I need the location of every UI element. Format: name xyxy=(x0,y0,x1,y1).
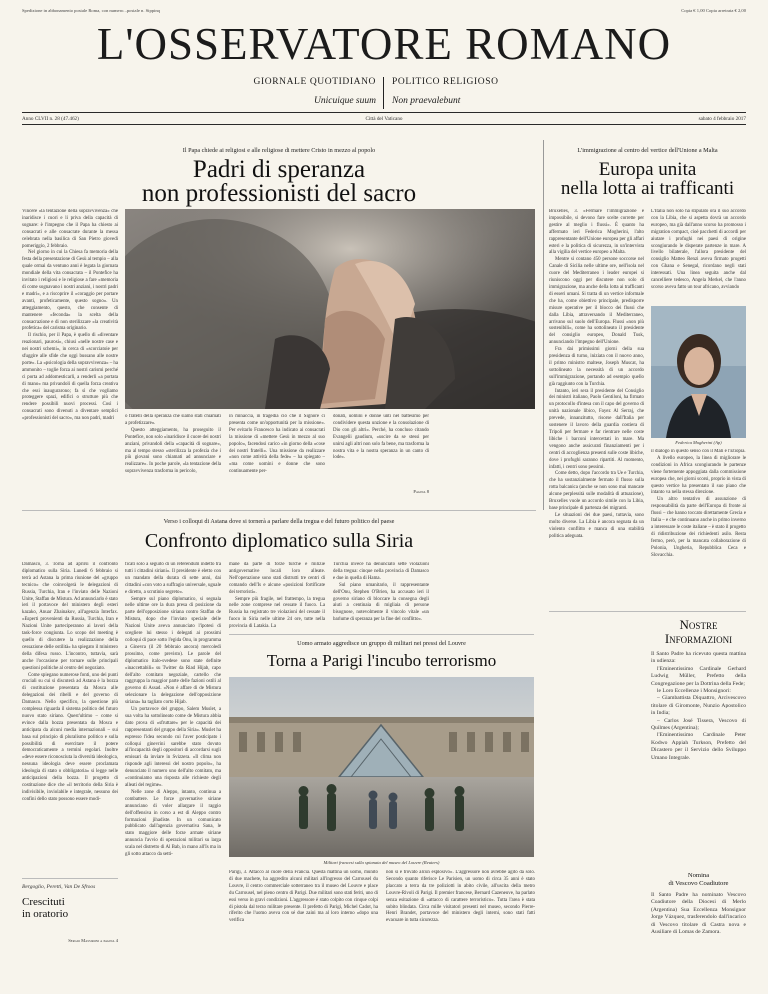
section-rule xyxy=(22,510,536,511)
paragraph: Un altro tentativo di assunzione di responsabilità da parte dell'Europa di fronte ai flussi – che hanno toccato direttamente Grecia e Italia – e che continuano anche in primo inverno a interessare le coste italiane – è stato il progetto di ridistribuzione dei richiedenti asilo. Resta fermo, però, per la mancata collaborazione di Polonia, Ungheria, Repubblica Ceca e Slovacchia. xyxy=(651,497,746,558)
lead-column-4 xyxy=(333,414,429,490)
masthead-divider xyxy=(383,77,384,109)
news-heading xyxy=(651,618,746,646)
issue-number: Anno CLVII n. 28 (47.462) xyxy=(22,116,79,122)
subtitle-left: GIORNALE QUOTIDIANO xyxy=(253,77,376,87)
section-rule xyxy=(22,878,118,879)
paris-column-1 xyxy=(229,870,378,946)
column-divider xyxy=(543,140,544,510)
paris-photo-caption: Militari francesi sulla spianata del museo del Louvre (Reuters) xyxy=(323,860,440,865)
europe-headline-line2: nella lotta ai trafficanti xyxy=(560,178,735,199)
motto-right: Non praevalebunt xyxy=(392,96,461,106)
nomina-heading-line1: Nomina xyxy=(687,872,710,879)
city: Città del Vaticano xyxy=(365,116,403,122)
postal-note: Spedizione in abbonamento postale Roma, con numero...postale n. Sippinq xyxy=(22,8,160,13)
europe-headline xyxy=(549,160,746,198)
paragraph: Nelle zone di Aleppo, intanto, continua a combattere. Le forze governative siriane annunciano di voler allargare il raggio dell'offensiva in corso a est di Aleppo contro formazioni jihadiste. In un comunicato pubblicato dall'agenzia governativa Sana, le stato maggiore delle forze armate siriane annuncia l'avvio di operazioni militari su larga scala nel distretto di Al Bab, in mano all'Is ma in gli sotto attacco da setti- xyxy=(125,789,221,858)
news-heading-line1: Nostre xyxy=(679,617,718,632)
rule xyxy=(22,112,746,113)
paragraph: Intanto, ieri sera il presidente del Consiglio dei ministri italiano, Paolo Gentiloni, ha firmato un protocollo d'intesa con il capo del governo di unità nazionale libico, Fayez Al Serraj, che prevede, innanzitutto, risorse dall'Italia per sostenere il lavoro della guardia costiera di Tripoli per fermare e far rientrare nelle coste libiche i barconi intercettati in mare. Ma vengono anche assicurati finanziamenti per i centri di accoglienza presenti sulle coste libiche, dove i profughi saranno ripartiti. Al momento, infatti, i centri sono pessimi. xyxy=(549,388,644,470)
lead-headline-line1: Padri di speranza xyxy=(192,156,366,183)
paragraph: Turchia invece ha denunciato sette violazioni della tregua: cinque nella provincia di Damasco e due in quella di Hama. xyxy=(333,562,429,581)
paragraph: Le situazioni dei due paesi, tuttavia, sono molto diverse. La Libia è ancora segnata da un violento conflitto e manca di una stabilità politica adeguata. xyxy=(549,512,644,539)
praying-hands-photo xyxy=(125,209,535,409)
syria-kicker: Verso i colloqui di Astana dove si tornerà a parlare della tregua e del futuro politico del paese xyxy=(163,518,395,525)
paragraph: Fra dai primissimi giorni della sua presidenza di turno, iniziata con il nuovo anno, il primo ministro maltese, Joseph Muscat, ha sottolineato la necessità di un accordo sull'immigrazione, portando ad esempio quello già raggiunto con la Turchia. xyxy=(549,347,644,387)
subtitle-right: POLITICO RELIGIOSO xyxy=(392,77,499,87)
europe-kicker: L'immigrazione al centro del vertice dell'Unione a Malta xyxy=(577,147,718,154)
paragraph: ficati solo a seguito di un referendum indetto tra tutti i cittadini siriani». Il presidente è eletto con un mandato della durata di sette anni, dai cittadini «con voto a suffragio universale, uguale e diretto, a scrutinio segreto». xyxy=(125,562,221,595)
paragraph: Come detto, dopo l'accordo tra Ue e Turchia, che ha sostanzialmente fermato il flusso sulla rotta balcanica (anche se non sono mai mancate alcune perplessità sulle modalità di attuazione), Bruxelles vuole un accordo simile con la Libia, base principale di partenza dei migranti. xyxy=(549,471,644,511)
paragraph: Come spiegano numerose fonti, uno dei punti cruciali su cui si discuterà ad Astana è la bozza di costituzione presentata da Mosca alle delegazioni dei ribelli e del governo di Damasco. Nello specifico, la questione più complessa riguarda il sistema politico del futuro nuovo stato siriano. Quest'ultimo – come si evince dalla bozza presentata da Mosca e anticipata da alcuni media internazionali – sui basa sul principio di pluralismo politico e sulla possibilità di esercitare il potere democraticamente a termini regolari. Inoltre «deve essere riconosciuta la diversità ideologica, nessuna ideologia deve essere proclamata ideologia di stato o obbligatoria» si legge nelle anticipazioni della bozza. Il progetto di costituzione dice che «il territorio della Siria è indivisibile, inviolabile e integrale, nessuno dei confini dello stato possono essere modi- xyxy=(22,672,118,802)
syria-column-3 xyxy=(229,562,325,630)
paragraph: Il Santo Padre ha nominato Vescovo Coadiutore della Diocesi di Merlo (Argentina) Sua Eccellenza Monsignor Jorge Vázquez, trasferendolo dall'incarico di Vescovo titolare di Castra nova e Ausiliare di Lomas de Zamora. xyxy=(651,892,746,936)
paragraph: Sempre più fragile, nel frattempo, la tregua nelle zone comprese nel cessate il fuoco. La Russia ha registrato tre violazioni del cessate il fuoco in Siria nelle ultime 24 ore, tutte nella provincia di Latakia. La xyxy=(229,596,325,630)
syria-column-1 xyxy=(22,562,118,874)
paragraph: Sul piano umanitario, il rappresentante dell'Onu, Stephen O'Brien, ha accusato ieri il governo siriano di bloccare la consegna degli aiuti a centinaia di migliaia di persone bisognose, notevolmente il vincolo vitale «un barlume di speranza per la fine del conflitto». xyxy=(333,582,429,623)
paragraph: l'Eminentissimo Cardinale Peter Kodwo Appiah Turkson, Prefetto del Dicastero per il Servizio dello Sviluppo Umano Integrale. xyxy=(651,732,746,761)
europe-column-1 xyxy=(549,209,644,603)
paris-photo xyxy=(229,677,534,857)
europe-column-2 xyxy=(651,209,746,304)
paragraph: Parigi, 3. Attacco al cuore della Francia. Questa mattina un uomo, munito di due machete, ha aggredito alcuni militari all'ingresso del Carrousel du Louvre, il centro commerciale sotterraneo tra il museo del Louvre e place du Carrousel, nel pieno centro di Parigi. Due militari sono stati feriti, uno di essi verso in gravi condizioni. L'aggressore è stato colpito con cinque colpi di pistola dal terzo militare presente. Il prefetto di Parigi, Michel Cadot, ha riferito che l'uomo aveva con sé due zaini ma al loro interno «dopo una verifica xyxy=(229,870,378,924)
lead-photo xyxy=(125,209,535,409)
news-heading-line2: Informazioni xyxy=(664,631,733,646)
europe-column-3 xyxy=(651,449,746,605)
rule xyxy=(22,124,746,125)
paris-kicker: Uomo armato aggredisce un gruppo di militari nei pressi del Louvre xyxy=(297,640,466,647)
book-page-ref: Sergio Massironi a pagina 4 xyxy=(68,938,118,943)
lead-column-1 xyxy=(22,209,118,501)
paragraph: le Loro Eccellenze i Monsignori: xyxy=(657,688,731,695)
section-rule xyxy=(229,634,534,635)
paragraph: – Giambattista Diquattro, Arcivescovo titolare di Giromonte, Nunzio Apostolico in India; xyxy=(651,695,746,717)
lead-column-3 xyxy=(229,414,325,502)
paragraph: Il Santo Padre ha ricevuto questa mattina in udienza: xyxy=(651,651,746,665)
paris-headline: Torna a Parigi l'incubo terrorismo xyxy=(266,651,497,670)
book-title-line1: Crescituti xyxy=(22,896,65,908)
paragraph: Sempre sul piano diplomatico, si segnala nelle ultime ore la dura presa di posizione da parte dell'opposizione siriana contro Staffan de Mistura, dopo che l'inviato speciale delle Nazioni Unite aveva annunciato l'ipotesi di scegliere lui stesso i delegati ai prossimi colloqui di pace sotto l'egida Onu, in programma a Ginevra (il 20 febbraio ancora) mercoledì prossimo, come previsto). Le parole del diplomatico italo-svedese sono state definite «inaccettabili» su Twitter da Riad Hijab, capo dell'alto comitato negoziale, cartello che raggruppa la maggior parte delle fazioni ostili al governo di Assad. «Non è affare di de Mistura selezionare la delegazione dell'opposizione siriana» ha tagliato corto Hijab. xyxy=(125,596,221,706)
lead-page-ref: Pagina 8 xyxy=(413,489,429,494)
paragraph: donati, uomini e donne unti nel battesimo per condividere questa unzione e la consolazione di Dio con gli altri». Perché, ha concluso citando Evangelii gaudium, «uscire da se stessi per unirsi agli altri non solo fa bene, ma trasforma la nostra vita e la nostra speranza in un canto di lode». xyxy=(333,414,429,461)
paragraph: L'Italia non solo ha stipulato ora il suo accordo con la Libia, che si aspetta dovrà un accordo europeo, ma già dall'anno scorso ha promosso i migration compact, cioè pacchetti di accordi per aiutare i profughi nei paesi di origine scongiurando le disperate partenze in mare. A livello bilaterale, l'allora presidente del consiglio Matteo Renzi aveva firmato progetti con Ghana e Senegal, ricordano negli stati interessati. Una linea seguita anche dal cancelliere tedesco, Angela Merkel, che l'anno scorso aveva fatto un tour africano, avviando xyxy=(651,209,746,290)
europe-photo-caption: Federica Mogherini (Ap) xyxy=(675,440,722,445)
paragraph: Mentre si contano 450 persone soccorse nel Canale di Sicilia nelle ultime ore, nell'isola nel cuore del Mediterraneo i leader europei si riuniscono oggi per discutere non solo di immigrazione, ma anche della lotta ai trafficanti di esseri umani. Si tratta di un vertice informale che ha, come obiettivo principale, predisporre misure operative per il blocco dei flussi che dalla Libia, attraversando il Mediterraneo, arrivano sul suolo dell'Europa. Flussi «non più sostenibili», come ha sottolineato il presidente del consiglio europeo, Donald Tusk, annunciando l'impegno dell'Unione. xyxy=(549,257,644,346)
paragraph: il dialogo in questo senso con il Mali e l'Etiopia. xyxy=(651,449,746,454)
europe-headline-line1: Europa unita xyxy=(598,159,697,180)
motto-left: Unicuique suum xyxy=(313,96,376,106)
lead-headline-line2: non professionisti del sacro xyxy=(141,180,417,207)
paragraph: Il rischio, per il Papa, è quello di «diventare reazionari, paurosi», chiusi «nelle nostre case e nei nostri schemi», in cerca di «scorciatoie per sfuggire alle sfide che oggi bussano alle nostre porte». La «psicologia della sopravvivenza» – ha ammonito – toglie forza ai nostri carismi perché ci porta ad addomesticarli, a renderli «a portata di mano» ma privandoli di quella forza creativa che essi inaugurarono; fa sì che vogliamo proteggere spazi, edifici o strutture più che rendere possibili nuovi processi. Così i consacrati sono divenuti a diventare semplici «professionisti del sacro», ma non padri, madri xyxy=(22,333,118,422)
paragraph: l'Eminentissimo Cardinale Gerhard Ludwig Müller, Prefetto della Congregazione per la Dottrina della Fede; xyxy=(651,665,746,687)
paragraph: in minaccia, in tragedia ciò che il Signore ci presenta come un'opportunità per la missione». Per evitarlo Francesco ha indicato ai consacrati la missione di «mettere Gesù in mezzo al suo popolo», facendosi carico «in giorno della «cose dei nostri fratelli». Una missione da realizzare «non come attività della fede» – ha spiegato – «ma come uomini e donne che sono continuamente per- xyxy=(229,414,325,475)
paragraph: Damasco, 3. Torna ad aprirsi il confronto diplomatico sulla Siria. Lunedì 6 febbraio si terrà ad Astana la prima riunione del «gruppo tecnico» che coinvolgerà le delegazioni di Russia, Turchia, Iran e l'inviato delle Nazioni Unite, Staffan de Mistura. Ad annunciarlo è stato ieri il portavoce del ministero degli esteri kazako, Anuar Zhainakov, all'agenzia Interfax. «Esperti provenienti da Russia, Turchia, Iran e Nazioni Unite parteciperanno ai lavori della task-force congiunta. Lo scopo del meeting è quello di discutere la realizzazione della cessazione delle ostilità» ha spiegato il ministero della difesa russo. L'incontro, tuttavia, sarà anche l'occasione per tornare sulle principali questioni politiche al centro del negoziato. xyxy=(22,562,118,671)
nomina-text xyxy=(651,892,746,966)
lead-headline xyxy=(22,158,536,206)
date: sabato 4 febbraio 2017 xyxy=(698,116,746,122)
paragraph: Nel giorno in cui la Chiesa fa memoria della festa della presentazione di Gesù al tempio – alla quale ormai da ventuno anni è legata la giornata mondiale della vita consacrata – il Pontefice ha invitato i religiosi e le religiose a fare «memoria di come sognavano i nostri anziani, i nostri padri e madri», e a riscoprire il «coraggio per portare avanti, profeticamente, questo sogno». Un atteggiamento, questo, che consente di mantenere «feconda» la scelta della consacrazione e di non sterilizzare «la creatività profetica» del carisma originario. xyxy=(22,250,118,332)
paragraph: – Carlos José Tissera, Vescovo di Quilmes (Argentina); xyxy=(651,717,746,732)
paragraph: A livello europeo, la linea di migliorare le condizioni in Africa scongiurando le partenze viene fortemente appoggiata dalla commissione europea che, nei giorni scorsi, proprio in vista di questo vertice ha presentato il suo piano che intanto va nella stessa direzione. xyxy=(651,455,746,496)
paragraph: mane da parte di forze turche e milizie antigovernative locali loro alleate. Nell'operazione sono stati distrutti tre centri di comando dell'Is e alcune «posizioni fortificate dei terroristi». xyxy=(229,562,325,595)
paragraph: Questo atteggiamento, ha proseguito il Pontefice, non solo «inaridisce il cuore dei nostri anziani, privandoli della «capacità di sognare», ma al tempo stesso «sterilizza la profezia che i più giovani sono chiamati ad annunciare e realizzare». In poche parole, «la tentazione della sopravvivenza trasforma in pericolo, xyxy=(125,427,221,475)
louvre-soldiers-photo xyxy=(229,677,534,857)
section-rule xyxy=(549,611,746,612)
paragraph: Un portavoce del gruppo, Salem Muslet, a sua volta ha sottolineato come de Mistura abbia dato prova di «sfruttare» per le capacità dei rappresentanti del gruppo della Siria». Muslet ha espresso l'idea secondo cui l'aver posticipato i colloqui ginevrini sarebbe stato dovuto all'incapacità degli oppositori di accordarsi sugli emissari da inviare in Svizzera. «Il clima non risponde agli interessi del nostro popolo», ha denunciato il numero uno dell'alto comitato, ma «continuiamo una risposta alle richieste degli alleati del regime». xyxy=(125,707,221,788)
news-column xyxy=(651,651,746,853)
syria-column-4 xyxy=(333,562,429,630)
masthead: L'OSSERVATORE ROMANO xyxy=(96,19,672,69)
price-note: Copia € 1,00 Copia arretrata € 2,00 xyxy=(681,8,746,13)
nomina-heading xyxy=(651,872,746,889)
lead-kicker: Il Papa chiede ai religiosi e alle religiose di mettere Cristo in mezzo al popolo xyxy=(182,147,376,154)
lead-column-2 xyxy=(125,414,221,502)
syria-headline: Confronto diplomatico sulla Siria xyxy=(144,530,414,552)
paris-column-2 xyxy=(386,870,535,946)
paragraph: o fratelli della speranza che siamo stati chiamati a profetizzare». xyxy=(125,414,221,426)
syria-column-2 xyxy=(125,562,221,946)
book-title-line2: in oratorio xyxy=(22,908,69,920)
paragraph: Vincere «la tentazione della sopravvivenza» che inaridisce i cuori e li priva della capacità di sognare: è l'impegno che il Papa ha chiesto ai consacrati e alle consacrate durante la messa celebrata nella basilica di San Pietro giovedì pomeriggio, 2 febbraio. xyxy=(22,209,118,249)
mogherini-portrait xyxy=(651,306,746,438)
book-authors: Bergoglio, Peretti, Van De Sfroos xyxy=(22,884,96,890)
book-title xyxy=(22,896,118,920)
europe-photo xyxy=(651,306,746,438)
paragraph: non si è trovato alcun esplosivo». L'aggressore non avrebbe agito da solo. Secondo quanto riferisce Le Parisien, un uomo di circa 35 anni è stato placcato a terra da tre poliziotti in abito civile, all'uscita della metro Louvre-Rivoli di Parigi. Il premier francese, Bernard Cazeneuve, ha parlato senza esitazione di «attacco di carattere terroristico». Tutta l'area è stata subito blindata. Circa mille visitatori presenti nel museo, secondo Pierre-Henri Brandet, portavoce del ministero degli interni, sono stati fatti evacuare in tutta sicurezza. xyxy=(386,870,535,924)
nomina-heading-line2: di Vescovo Coadiutore xyxy=(668,880,729,888)
paragraph: Bruxelles, 3. «Fermare l'immigrazione è impossibile, si devono fare scelte corrette per gestire al meglio i flussi». È quanto ha affermato ieri Federica Mogherini, l'alto rappresentante dell'Unione europea per gli affari esteri e la politica di sicurezza, in un'intervista alla vigilia del vertice europeo a Malta. xyxy=(549,209,644,256)
